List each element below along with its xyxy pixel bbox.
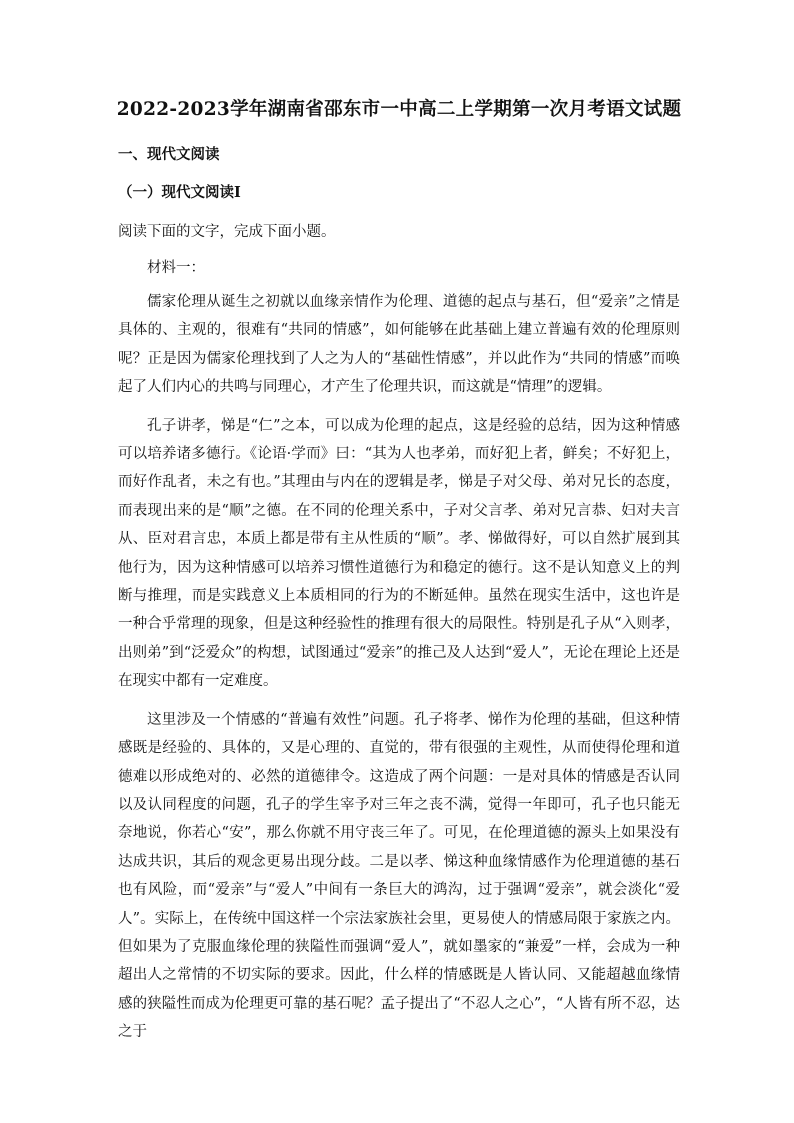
paragraph-2: 孔子讲孝，悌是“仁”之本，可以成为伦理的起点，这是经验的总结，因为这种情感可以培养诸多德行。《论语·学而》曰：“其为人也孝弟，而好犯上者，鲜矣；不好犯上，而好作乱者，未之有也。”其理由与内在的逻辑是孝，悌是子对父母、弟对兄长的态度，而表现出来的是“顺”之德。在不同的伦理关系中，子对父言孝、弟对兄言恭、妇对夫言从、臣对君言忠，本质上都是带有主从性质的“顺”。孝、悌做得好，可以自然扩展到其他行为，因为这种情感可以培养习惯性道德行为和稳定的德行。这不是认知意义上的判断与推理，而是实践意义上本质相同的行为的不断延伸。虽然在现实生活中，这也许是一种合乎常理的现象，但是这种经验性的推理有很大的局限性。特别是孔子从“入则孝，出则弟”到“泛爱众”的构想，试图通过“爱亲”的推己及人达到“爱人”，无论在理论上还是在现实中都有一定难度。: [118, 417, 680, 690]
subsection-heading-reading-1: （一）现代文阅读Ⅰ: [118, 184, 241, 201]
paragraph-3: 这里涉及一个情感的“普遍有效性”问题。孔子将孝、悌作为伦理的基础，但这种情感既是经验的、具体的，又是心理的、直觉的，带有很强的主观性，从而使得伦理和道德难以形成绝对的、必然的道德律令。这造成了两个问题：一是对具体的情感是否认同以及认同程度的问题，孔子的学生宰予对三年之丧不满，觉得一年即可，孔子也只能无奈地说，你若心“安”，那么你就不用守丧三年了。可见，在伦理道德的源头上如果没有达成共识，其后的观念更易出现分歧。二是以孝、悌这种血缘情感作为伦理道德的基石也有风险，而“爱亲”与“爱人”中间有一条巨大的鸿沟，过于强调“爱亲”，就会淡化“爱人”。实际上，在传统中国这样一个宗法家族社会里，更易使人的情感局限于家族之内。但如果为了克服血缘伦理的狭隘性而强调“爱人”，就如墨家的“兼爱”一样，会成为一种超出人之常情的不切实际的要求。因此，什么样的情感既是人皆认同、又能超越血缘情感的狭隘性而成为伦理更可靠的基石呢？孟子提出了“不忍人之心”，“人皆有所不忍，达之于: [118, 711, 680, 1041]
section-heading-modern-reading: 一、现代文阅读: [118, 146, 220, 163]
reading-instruction: 阅读下面的文字，完成下面小题。: [118, 224, 336, 240]
document-title: 2022-2023学年湖南省邵东市一中高二上学期第一次月考语文试题: [116, 99, 682, 120]
material-label: 材料一：: [147, 260, 205, 276]
document-page: [118, 96, 680, 1047]
paragraph-1: 儒家伦理从诞生之初就以血缘亲情作为伦理、道德的起点与基石，但“爱亲”之情是具体的、主观的，很难有“共同的情感”，如何能够在此基础上建立普遍有效的伦理原则呢？正是因为儒家伦理找到了人之为人的“基础性情感”，并以此作为“共同的情感”而唤起了人们内心的共鸣与同理心，才产生了伦理共识，而这就是“情理”的逻辑。: [118, 294, 680, 396]
